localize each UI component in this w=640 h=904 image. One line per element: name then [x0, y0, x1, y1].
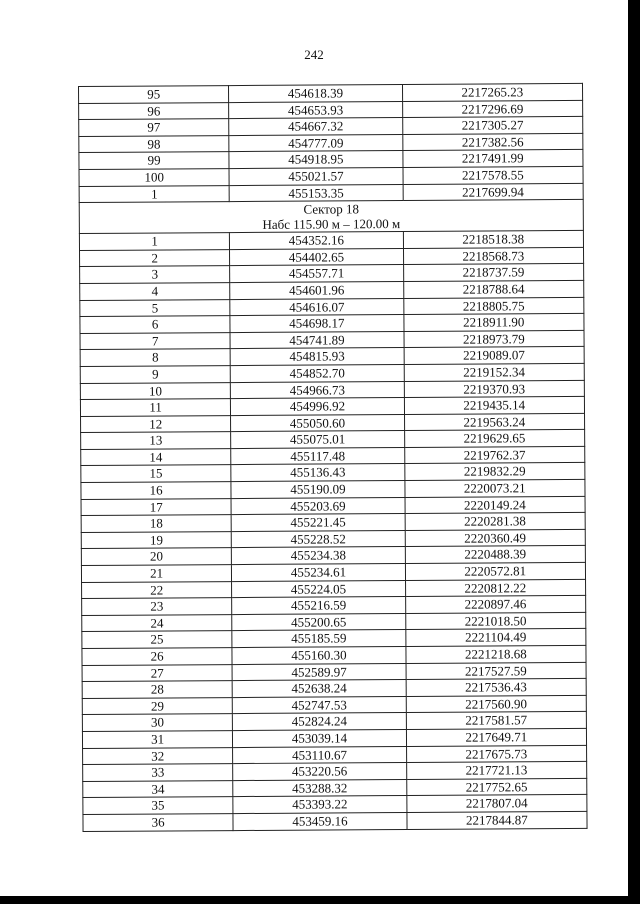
point-number-cell: 24: [82, 614, 232, 632]
point-number-cell: 36: [83, 814, 233, 832]
point-number-cell: 96: [79, 102, 229, 120]
x-coordinate-cell: 455221.45: [231, 514, 404, 532]
x-coordinate-cell: 453039.14: [233, 729, 406, 747]
y-coordinate-cell: 2217560.90: [406, 695, 586, 713]
x-coordinate-cell: 455234.38: [232, 547, 405, 565]
x-coordinate-cell: 454616.07: [230, 298, 403, 316]
x-coordinate-cell: 455160.30: [232, 647, 405, 665]
y-coordinate-cell: 2218911.90: [404, 314, 584, 332]
x-coordinate-cell: 452747.53: [233, 696, 406, 714]
y-coordinate-cell: 2217491.99: [403, 150, 583, 168]
y-coordinate-cell: 2219629.65: [404, 430, 584, 448]
point-number-cell: 11: [80, 399, 230, 417]
y-coordinate-cell: 2220812.22: [405, 579, 585, 597]
x-coordinate-cell: 454815.93: [230, 348, 403, 366]
y-coordinate-cell: 2217296.69: [402, 100, 582, 118]
point-number-cell: 22: [82, 581, 232, 599]
point-number-cell: 7: [80, 332, 230, 350]
x-coordinate-cell: 454918.95: [229, 151, 402, 169]
x-coordinate-cell: 455203.69: [231, 497, 404, 515]
x-coordinate-cell: 454852.70: [230, 364, 403, 382]
y-coordinate-cell: 2218737.59: [403, 264, 583, 282]
x-coordinate-cell: 455216.59: [232, 597, 405, 615]
x-coordinate-cell: 454402.65: [230, 248, 403, 266]
sector-header-group: [79, 200, 583, 234]
point-number-cell: 20: [81, 548, 231, 566]
y-coordinate-cell: 2218518.38: [403, 231, 583, 249]
x-coordinate-cell: 454618.39: [229, 85, 402, 103]
point-number-cell: 18: [81, 515, 231, 533]
x-coordinate-cell: 455153.35: [229, 184, 402, 202]
point-number-cell: 14: [81, 448, 231, 466]
y-coordinate-cell: 2217649.71: [406, 728, 586, 746]
x-coordinate-cell: 453220.56: [233, 763, 406, 781]
point-number-cell: 17: [81, 498, 231, 516]
y-coordinate-cell: 2221218.68: [406, 645, 586, 663]
y-coordinate-cell: 2217699.94: [403, 183, 583, 201]
point-number-cell: 34: [83, 780, 233, 798]
x-coordinate-cell: 454741.89: [230, 331, 403, 349]
y-coordinate-cell: 2217675.73: [406, 745, 586, 763]
x-coordinate-cell: 455021.57: [229, 167, 402, 185]
point-number-cell: 5: [80, 299, 230, 317]
point-number-cell: 97: [79, 119, 229, 137]
x-coordinate-cell: 455234.61: [232, 564, 405, 582]
y-coordinate-cell: 2218788.64: [403, 280, 583, 298]
x-coordinate-cell: 453393.22: [233, 796, 406, 814]
x-coordinate-cell: 454777.09: [229, 134, 402, 152]
y-coordinate-cell: 2219089.07: [404, 347, 584, 365]
x-coordinate-cell: 454601.96: [230, 281, 403, 299]
y-coordinate-cell: 2217527.59: [406, 662, 586, 680]
y-coordinate-cell: 2219832.29: [404, 463, 584, 481]
point-number-cell: 33: [83, 764, 233, 782]
y-coordinate-cell: 2217844.87: [407, 811, 587, 829]
x-coordinate-cell: 454557.71: [230, 265, 403, 283]
point-number-cell: 31: [82, 731, 232, 749]
point-number-cell: 21: [81, 565, 231, 583]
x-coordinate-cell: 455228.52: [232, 530, 405, 548]
point-number-cell: 1: [79, 185, 229, 203]
x-coordinate-cell: 454698.17: [230, 315, 403, 333]
x-coordinate-cell: 452638.24: [232, 680, 405, 698]
x-coordinate-cell: 455075.01: [231, 431, 404, 449]
y-coordinate-cell: 2220572.81: [405, 562, 585, 580]
y-coordinate-cell: 2217578.55: [403, 166, 583, 184]
point-number-cell: 32: [83, 747, 233, 765]
page-number: 242: [304, 47, 324, 62]
point-number-cell: 27: [82, 664, 232, 682]
y-coordinate-cell: 2218973.79: [404, 330, 584, 348]
y-coordinate-cell: 2220897.46: [405, 596, 585, 614]
x-coordinate-cell: 453288.32: [233, 779, 406, 797]
point-number-cell: 19: [81, 531, 231, 549]
sector-header-row: [79, 200, 583, 234]
y-coordinate-cell: 2217807.04: [406, 795, 586, 813]
y-coordinate-cell: 2219435.14: [404, 397, 584, 415]
y-coordinate-cell: 2221104.49: [405, 629, 585, 647]
x-coordinate-cell: 455190.09: [231, 481, 404, 499]
y-coordinate-cell: 2219762.37: [404, 446, 584, 464]
y-coordinate-cell: 2219563.24: [404, 413, 584, 431]
y-coordinate-cell: 2219370.93: [404, 380, 584, 398]
point-number-cell: 15: [81, 465, 231, 483]
y-coordinate-cell: 2220073.21: [405, 479, 585, 497]
y-coordinate-cell: 2217265.23: [402, 83, 582, 101]
point-number-cell: 35: [83, 797, 233, 815]
sector-subtitle: Набс 115.90 м – 120.00 м: [262, 216, 401, 233]
point-number-cell: 4: [80, 283, 230, 301]
x-coordinate-cell: 455050.60: [231, 414, 404, 432]
y-coordinate-cell: 2221018.50: [405, 612, 585, 630]
y-coordinate-cell: 2218805.75: [403, 297, 583, 315]
point-number-cell: 95: [79, 86, 229, 104]
y-coordinate-cell: 2217721.13: [406, 762, 586, 780]
y-coordinate-cell: 2217382.56: [402, 133, 582, 151]
point-number-cell: 8: [80, 349, 230, 367]
point-number-cell: 26: [82, 648, 232, 666]
point-number-cell: 16: [81, 482, 231, 500]
x-coordinate-cell: 455200.65: [232, 613, 405, 631]
point-number-cell: 99: [79, 152, 229, 170]
point-number-cell: 6: [80, 316, 230, 334]
x-coordinate-cell: 452824.24: [233, 713, 406, 731]
sector-title: Сектор 18: [303, 201, 360, 217]
point-number-cell: 28: [82, 681, 232, 699]
table-row: [83, 811, 587, 831]
y-coordinate-cell: 2220488.39: [405, 546, 585, 564]
point-number-cell: 29: [82, 697, 232, 715]
point-number-cell: 25: [82, 631, 232, 649]
x-coordinate-cell: 452589.97: [232, 663, 405, 681]
x-coordinate-cell: 455117.48: [231, 447, 404, 465]
y-coordinate-cell: 2217536.43: [406, 679, 586, 697]
point-number-cell: 2: [80, 249, 230, 267]
x-coordinate-cell: 455136.43: [231, 464, 404, 482]
rows-after-group: [79, 231, 587, 831]
y-coordinate-cell: 2220281.38: [405, 513, 585, 531]
point-number-cell: 1: [79, 233, 229, 251]
point-number-cell: 13: [81, 432, 231, 450]
point-number-cell: 100: [79, 169, 229, 187]
x-coordinate-cell: 454352.16: [230, 232, 403, 250]
sector-header-cell: [79, 200, 583, 234]
y-coordinate-cell: 2220149.24: [405, 496, 585, 514]
y-coordinate-cell: 2220360.49: [405, 529, 585, 547]
x-coordinate-cell: 454667.32: [229, 118, 402, 136]
y-coordinate-cell: 2219152.34: [404, 363, 584, 381]
y-coordinate-cell: 2217305.27: [402, 117, 582, 135]
x-coordinate-cell: 453459.16: [233, 812, 406, 830]
point-number-cell: 98: [79, 135, 229, 153]
y-coordinate-cell: 2217581.57: [406, 712, 586, 730]
rows-before-group: [79, 83, 584, 202]
y-coordinate-cell: 2217752.65: [406, 778, 586, 796]
point-number-cell: 9: [80, 365, 230, 383]
y-coordinate-cell: 2218568.73: [403, 247, 583, 265]
coordinates-table: [78, 83, 588, 832]
x-coordinate-cell: 453110.67: [233, 746, 406, 764]
point-number-cell: 30: [82, 714, 232, 732]
point-number-cell: 10: [80, 382, 230, 400]
x-coordinate-cell: 455185.59: [232, 630, 405, 648]
x-coordinate-cell: 454966.73: [231, 381, 404, 399]
x-coordinate-cell: 454653.93: [229, 101, 402, 119]
point-number-cell: 3: [80, 266, 230, 284]
point-number-cell: 12: [81, 415, 231, 433]
point-number-cell: 23: [82, 598, 232, 616]
x-coordinate-cell: 455224.05: [232, 580, 405, 598]
x-coordinate-cell: 454996.92: [231, 398, 404, 416]
